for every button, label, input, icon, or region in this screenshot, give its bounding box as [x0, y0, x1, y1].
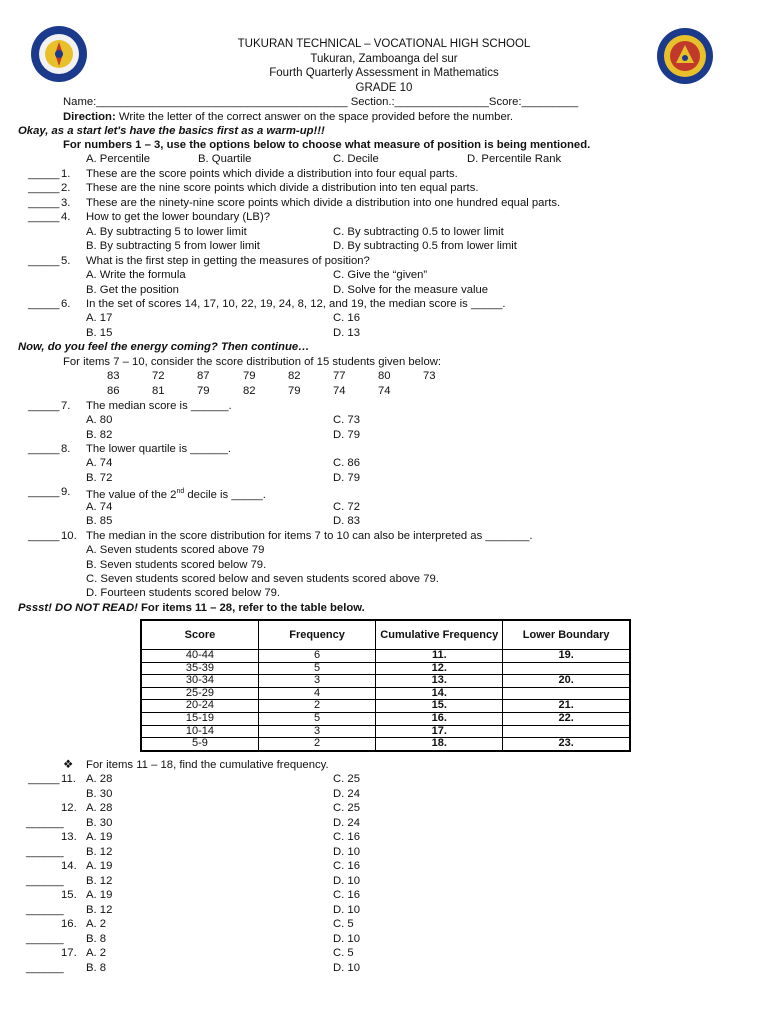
question-text-4: How to get the lower boundary (LB)? — [86, 211, 270, 223]
answer-blank[interactable]: _____ — [28, 773, 60, 785]
score-value: 82 — [288, 370, 301, 382]
choice-d: D. 10 — [333, 961, 361, 974]
choice-b: B. 12 — [86, 874, 113, 887]
choice-c: C. 16 — [333, 831, 361, 843]
q8-choice-c: C. 86 — [333, 457, 361, 469]
q10-choice-b: B. Seven students scored below 79. — [86, 559, 267, 571]
table-row: 25-29 4 14. — [141, 687, 630, 700]
choice-a: A. 2 — [86, 947, 107, 959]
option-percentile-rank: D. Percentile Rank — [467, 153, 562, 165]
instruction-1-3: For numbers 1 – 3, use the options below to choose what measure of position is being mentioned. — [63, 139, 591, 151]
answer-blank[interactable]: ______ — [26, 903, 64, 916]
psst-rest: For items 11 – 28, refer to the table below. — [137, 602, 365, 614]
question-text-10: The median in the score distribution for items 7 to 10 can also be interpreted as _______. — [86, 530, 533, 542]
q4-choice-d: D. By subtracting 0.5 from lower limit — [333, 240, 517, 252]
question-text-1: These are the score points which divide a distribution into four equal parts. — [86, 168, 458, 180]
answer-blank-8[interactable]: _____ — [28, 443, 60, 455]
q4-choice-c: C. By subtracting 0.5 to lower limit — [333, 226, 504, 238]
choice-c: C. 25 — [333, 802, 361, 814]
choice-c: C. 5 — [333, 947, 354, 959]
question-text-8: The lower quartile is ______. — [86, 443, 232, 455]
choice-d: D. 10 — [333, 903, 361, 916]
question-number-2: 2. — [61, 182, 71, 194]
q4-choice-b: B. By subtracting 5 from lower limit — [86, 240, 260, 252]
table-row: 35-39 5 12. — [141, 662, 630, 675]
answer-blank[interactable]: ______ — [26, 845, 64, 858]
table-row: 30-34 3 13. 20. — [141, 675, 630, 688]
q9-choice-b: B. 85 — [86, 515, 113, 527]
table-header-lower-boundary: Lower Boundary — [503, 620, 630, 650]
answer-blank-1[interactable]: _____ — [28, 168, 60, 180]
option-decile: C. Decile — [333, 153, 379, 165]
q6-choice-d: D. 13 — [333, 327, 361, 339]
answer-blank-5[interactable]: _____ — [28, 255, 60, 267]
q5-choice-a: A. Write the formula — [86, 269, 186, 281]
choice-b: B. 12 — [86, 903, 113, 916]
question-text-3: These are the ninety-nine score points which divide a distribution into one hundred equal parts. — [86, 197, 561, 209]
choice-a: A. 2 — [86, 918, 107, 930]
question-text-5: What is the first step in getting the measures of position? — [86, 255, 370, 267]
diamond-bullet-icon: ❖ — [63, 759, 74, 771]
psst-bold: Pssst! DO NOT READ! — [18, 602, 138, 614]
question-number: 12. — [61, 802, 77, 814]
q5-choice-b: B. Get the position — [86, 284, 179, 296]
answer-blank-3[interactable]: _____ — [28, 197, 60, 209]
score-value: 74 — [333, 385, 346, 397]
score-value: 83 — [107, 370, 120, 382]
choice-b: B. 8 — [86, 961, 107, 974]
table-row: 5-9 2 18. 23. — [141, 738, 630, 751]
question-text-6: In the set of scores 14, 17, 10, 22, 19, 24, 8, 12, and 19, the median score is _____. — [86, 298, 506, 310]
choice-a: A. 19 — [86, 889, 113, 901]
choice-c: C. 16 — [333, 860, 361, 872]
q8-choice-a: A. 74 — [86, 457, 113, 469]
q9-choice-c: C. 72 — [333, 501, 361, 513]
score-value: 79 — [197, 385, 210, 397]
q7-choice-b: B. 82 — [86, 429, 113, 441]
answer-blank[interactable]: ______ — [26, 932, 64, 945]
q10-choice-a: A. Seven students scored above 79 — [86, 544, 265, 556]
psst-heading — [18, 601, 365, 615]
q6-choice-c: C. 16 — [333, 312, 361, 324]
q10-choice-c: C. Seven students scored below and seven students scored above 79. — [86, 573, 439, 585]
score-value: 79 — [288, 385, 301, 397]
score-value: 77 — [333, 370, 346, 382]
score-value: 79 — [243, 370, 256, 382]
question-number-1: 1. — [61, 168, 71, 180]
q9-choice-a: A. 74 — [86, 501, 113, 513]
school-address: Tukuran, Zamboanga del sur — [310, 52, 458, 65]
question-number-10: 10. — [61, 530, 77, 542]
choice-d: D. 10 — [333, 932, 361, 945]
answer-blank[interactable]: ______ — [26, 874, 64, 887]
direction-text: Write the letter of the correct answer on the space provided before the number. — [115, 111, 514, 123]
table-header-score: Score — [141, 620, 258, 650]
score-value: 72 — [152, 370, 165, 382]
instruction-11-18: For items 11 – 18, find the cumulative frequency. — [86, 759, 329, 771]
q6-choice-a: A. 17 — [86, 312, 113, 324]
option-quartile: B. Quartile — [198, 153, 252, 165]
choice-a: A. 28 — [86, 773, 113, 785]
question-number-8: 8. — [61, 443, 71, 455]
question-number: 11. — [61, 773, 76, 785]
q5-choice-c: C. Give the “given” — [333, 269, 428, 281]
question-text-7: The median score is ______. — [86, 400, 232, 412]
answer-blank-4[interactable]: _____ — [28, 211, 60, 223]
q8-choice-d: D. 79 — [333, 472, 361, 484]
question-text-2: These are the nine score points which divide a distribution into ten equal parts. — [86, 182, 479, 194]
question-number: 15. — [61, 889, 77, 901]
choice-b: B. 30 — [86, 816, 113, 829]
question-number: 17. — [61, 947, 77, 959]
direction-label: Direction: — [63, 111, 116, 123]
q7-choice-d: D. 79 — [333, 429, 361, 441]
energy-heading: Now, do you feel the energy coming? Then continue… — [18, 341, 310, 353]
answer-blank-2[interactable]: _____ — [28, 182, 60, 194]
question-number: 16. — [61, 918, 77, 930]
instruction-7-10: For items 7 – 10, consider the score distribution of 15 students given below: — [63, 356, 442, 368]
score-value: 74 — [378, 385, 391, 397]
choice-c: C. 25 — [333, 773, 361, 785]
q7-choice-c: C. 73 — [333, 414, 361, 426]
name-section-score-line[interactable]: Name:________________________________________ Section.:_______________Score:_________ — [63, 96, 579, 108]
table-row: 15-19 5 16. 22. — [141, 712, 630, 725]
score-value: 80 — [378, 370, 391, 382]
question-number-5: 5. — [61, 255, 71, 267]
q5-choice-d: D. Solve for the measure value — [333, 284, 489, 296]
choice-b: B. 12 — [86, 845, 113, 858]
q6-choice-b: B. 15 — [86, 327, 113, 339]
school-name: TUKURAN TECHNICAL – VOCATIONAL HIGH SCHOOL — [237, 38, 531, 50]
choice-a: A. 19 — [86, 860, 113, 872]
choice-b: B. 30 — [86, 787, 113, 800]
score-value: 87 — [197, 370, 210, 382]
question-text-9: The value of the 2nd decile is _____. — [86, 488, 266, 501]
q10-choice-d: D. Fourteen students scored below 79. — [86, 587, 281, 599]
answer-blank[interactable]: ______ — [26, 816, 64, 829]
question-number: 13. — [61, 831, 77, 843]
choice-a: A. 28 — [86, 802, 113, 814]
answer-blank-9[interactable]: _____ — [28, 486, 60, 498]
question-number-6: 6. — [61, 298, 71, 310]
choice-b: B. 8 — [86, 932, 107, 945]
table-header-frequency: Frequency — [258, 620, 375, 650]
answer-blank-6[interactable]: _____ — [28, 298, 60, 310]
frequency-table — [140, 619, 631, 752]
choice-c: C. 5 — [333, 918, 354, 930]
table-header-cumulative-frequency: Cumulative Frequency — [376, 620, 503, 650]
table-row: 10-14 3 17. — [141, 725, 630, 738]
choice-d: D. 10 — [333, 845, 361, 858]
warmup-heading: Okay, as a start let's have the basics first as a warm-up!!! — [18, 125, 325, 137]
table-row: 40-44 6 11. 19. — [141, 650, 630, 663]
choice-d: D. 24 — [333, 787, 361, 800]
choice-d: D. 24 — [333, 816, 361, 829]
assessment-title: Fourth Quarterly Assessment in Mathematics — [269, 67, 499, 80]
q9-choice-d: D. 83 — [333, 515, 361, 527]
score-value: 73 — [423, 370, 436, 382]
question-number-3: 3. — [61, 197, 71, 209]
question-number-7: 7. — [61, 400, 71, 412]
score-value: 81 — [152, 385, 165, 397]
score-value: 86 — [107, 385, 120, 397]
school-header — [0, 37, 768, 95]
answer-blank-10[interactable]: _____ — [28, 530, 60, 542]
score-value: 82 — [243, 385, 256, 397]
q4-choice-a: A. By subtracting 5 to lower limit — [86, 226, 247, 238]
table-row: 20-24 2 15. 21. — [141, 700, 630, 713]
grade-level: GRADE 10 — [355, 81, 413, 94]
q8-choice-b: B. 72 — [86, 472, 113, 484]
answer-blank-7[interactable]: _____ — [28, 400, 60, 412]
direction-line — [63, 110, 513, 124]
question-number-4: 4. — [61, 211, 71, 223]
q7-choice-a: A. 80 — [86, 414, 113, 426]
choice-a: A. 19 — [86, 831, 113, 843]
question-number-9: 9. — [61, 486, 71, 498]
option-percentile: A. Percentile — [86, 153, 151, 165]
choice-d: D. 10 — [333, 874, 361, 887]
question-number: 14. — [61, 860, 77, 872]
answer-blank[interactable]: ______ — [26, 961, 64, 974]
choice-c: C. 16 — [333, 889, 361, 901]
